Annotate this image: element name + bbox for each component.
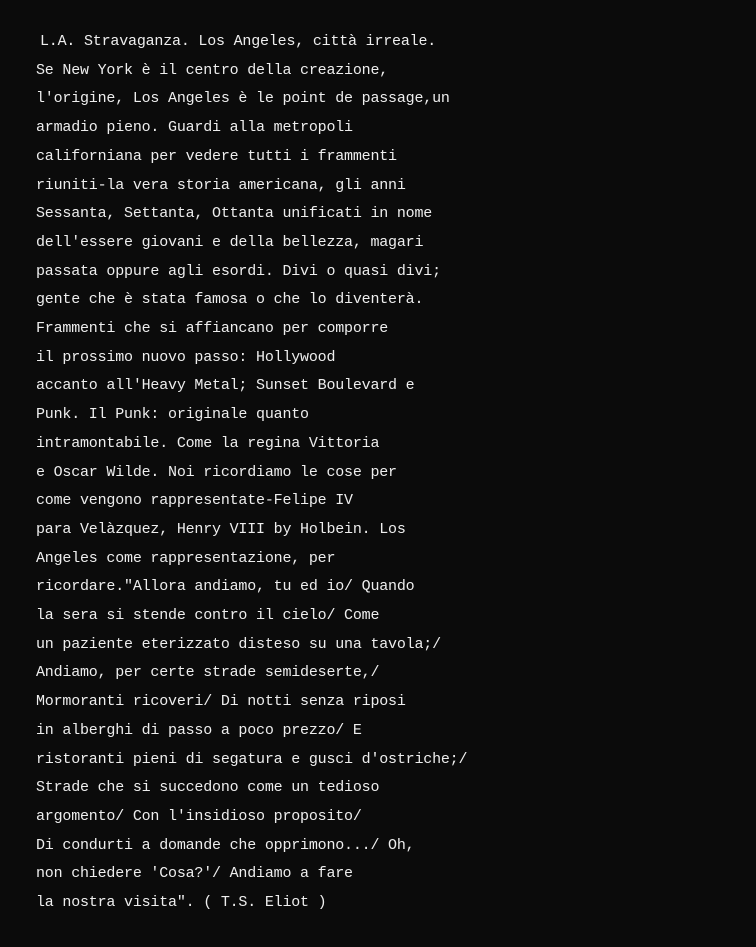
text-line: intramontabile. Come la regina Vittoria [36, 434, 380, 452]
text-line: dell'essere giovani e della bellezza, magari [36, 233, 424, 251]
text-line: un paziente eterizzato disteso su una tavola;/ [36, 635, 441, 653]
text-line: come vengono rappresentate-Felipe IV [36, 492, 353, 510]
text-line: riuniti-la vera storia americana, gli anni [36, 176, 406, 194]
text-line: Mormoranti ricoveri/ Di notti senza riposi [36, 693, 406, 711]
typewritten-text-block [36, 28, 736, 918]
text-line: il prossimo nuovo passo: Hollywood [36, 348, 336, 366]
text-line: accanto all'Heavy Metal; Sunset Boulevard e [36, 377, 415, 395]
text-line: armadio pieno. Guardi alla metropoli [36, 119, 353, 137]
text-line: non chiedere 'Cosa?'/ Andiamo a fare [36, 865, 353, 883]
text-line: L.A. Stravaganza. Los Angeles, città irreale. [40, 33, 437, 50]
text-line: Strade che si succedono come un tedioso [36, 779, 380, 797]
text-line: Sessanta, Settanta, Ottanta unificati in nome [36, 205, 433, 223]
text-line: californiana per vedere tutti i frammenti [36, 147, 397, 165]
text-line: argomento/ Con l'insidioso proposito/ [36, 807, 362, 825]
text-line: la nostra visita". ( T.S. Eliot ) [36, 894, 327, 912]
text-line: para Velàzquez, Henry VIII by Holbein. Los [36, 520, 406, 538]
text-line: ricordare."Allora andiamo, tu ed io/ Quando [36, 578, 415, 596]
text-line: in alberghi di passo a poco prezzo/ E [36, 721, 362, 739]
text-line: Frammenti che si affiancano per comporre [36, 320, 389, 338]
text-line: la sera si stende contro il cielo/ Come [36, 607, 380, 625]
text-line: passata oppure agli esordi. Divi o quasi divi; [36, 262, 441, 280]
text-line: Punk. Il Punk: originale quanto [36, 406, 309, 424]
text-line: ristoranti pieni di segatura e gusci d'ostriche;/ [36, 750, 468, 768]
text-line: l'origine, Los Angeles è le point de passage,un [36, 90, 450, 108]
text-line: e Oscar Wilde. Noi ricordiamo le cose per [36, 463, 397, 481]
text-line: gente che è stata famosa o che lo diventerà. [36, 291, 424, 309]
text-line: Andiamo, per certe strade semideserte,/ [36, 664, 380, 682]
text-line: Angeles come rappresentazione, per [36, 549, 336, 567]
text-line: Di condurti a domande che opprimono.../ Oh, [36, 836, 415, 854]
text-line: Se New York è il centro della creazione, [36, 61, 389, 79]
